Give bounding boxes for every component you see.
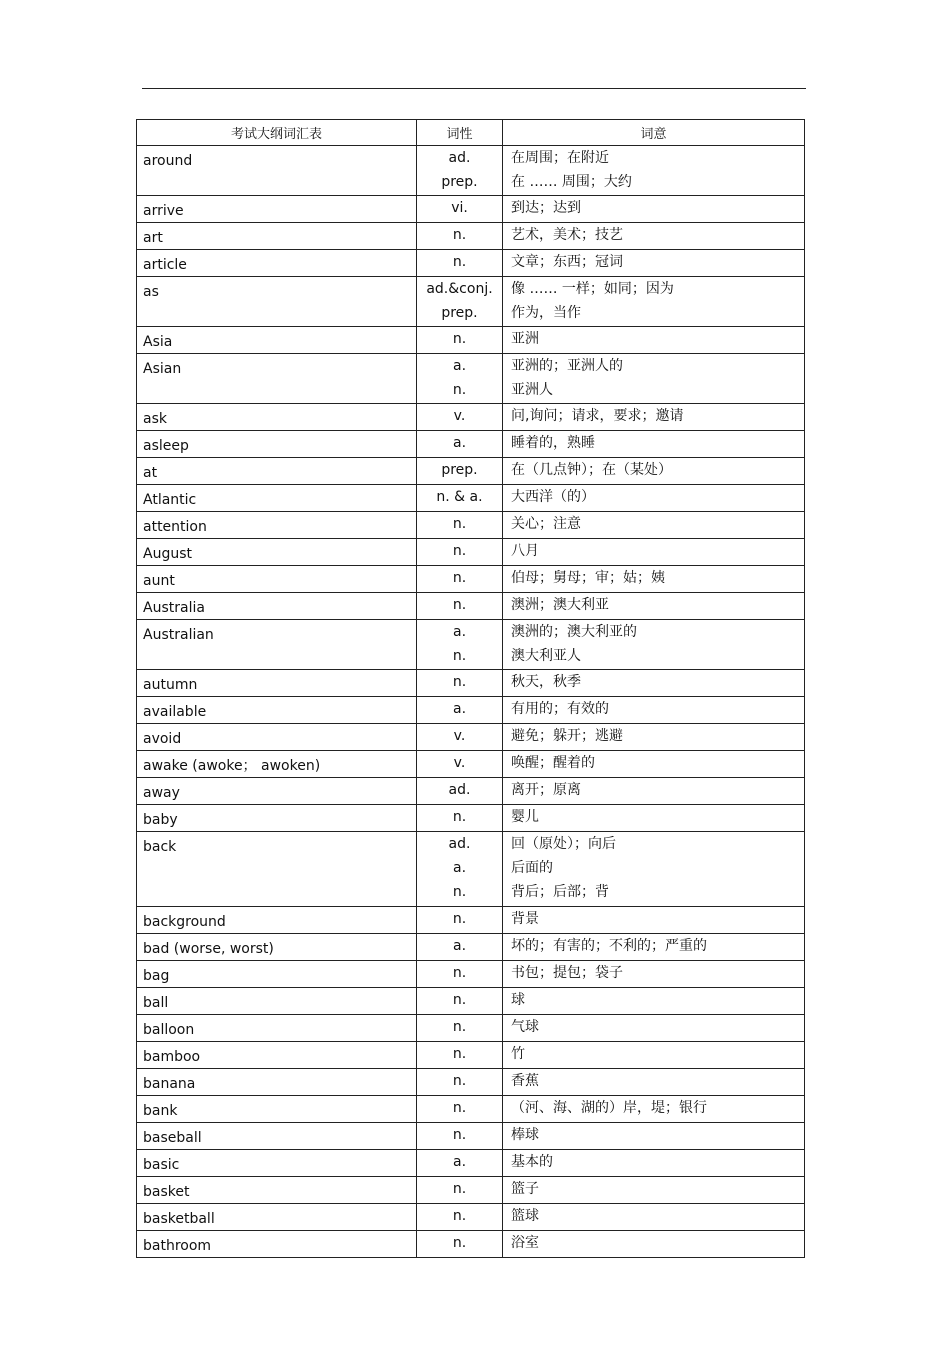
table-row [137,1204,805,1231]
meaning-text: 篮球 [511,1208,539,1224]
pos-cell [417,431,503,458]
meaning-text: 亚洲的；亚洲人的 [511,358,623,374]
pos-text: n. [452,911,467,927]
word-text: Australia [143,600,205,616]
meaning-text: 在 …… 周围；大约 [511,174,632,190]
pos-cell [417,1123,503,1150]
column-header-word: 考试大纲词汇表 [137,120,417,146]
pos-cell [417,805,503,832]
pos-text: n. [452,1181,467,1197]
meaning-cell [503,751,805,778]
table-row [137,539,805,566]
pos-text: n. [452,992,467,1008]
word-text: basket [143,1184,190,1200]
table-row [137,223,805,250]
pos-cell [417,223,503,250]
table-row [137,146,805,196]
meaning-text: 浴室 [511,1235,539,1251]
pos-cell [417,907,503,934]
word-text: bank [143,1103,178,1119]
column-header-pos: 词性 [417,120,503,146]
pos-text: v. [453,755,466,771]
word-cell [137,805,417,832]
meaning-text: 避免；躲开；逃避 [511,728,623,744]
pos-cell [417,327,503,354]
word-text: attention [143,519,207,535]
pos-text: n. [452,1046,467,1062]
pos-text: n. [452,382,467,398]
word-text: as [143,284,159,300]
meaning-text: 香蕉 [511,1073,539,1089]
meaning-cell [503,1177,805,1204]
word-cell [137,539,417,566]
pos-text: a. [452,358,467,374]
meaning-cell [503,593,805,620]
meaning-text: 关心；注意 [511,516,581,532]
word-cell [137,1150,417,1177]
table-row [137,620,805,670]
word-cell [137,566,417,593]
pos-text: a. [452,435,467,451]
table-row [137,485,805,512]
pos-cell [417,778,503,805]
pos-cell [417,988,503,1015]
table-row [137,1231,805,1258]
table-row [137,697,805,724]
meaning-text: （河、海、湖的）岸，堤；银行 [511,1100,707,1116]
word-cell [137,354,417,404]
meaning-text: 艺术，美术；技艺 [511,227,623,243]
table-row [137,512,805,539]
meaning-text: 在周围；在附近 [511,150,609,166]
word-cell [137,223,417,250]
word-cell [137,196,417,223]
pos-text: ad. [448,150,471,166]
word-text: Atlantic [143,492,197,508]
pos-cell [417,196,503,223]
word-cell [137,832,417,907]
meaning-cell [503,724,805,751]
meaning-cell [503,1069,805,1096]
pos-text: prep. [441,174,478,190]
meaning-cell [503,832,805,907]
word-cell [137,250,417,277]
table-row [137,458,805,485]
pos-text: a. [452,701,467,717]
word-cell [137,512,417,539]
word-text: background [143,914,226,930]
word-text: basic [143,1157,180,1173]
pos-text: n. [452,543,467,559]
word-text: bad (worse, worst) [143,941,274,957]
meaning-text: 秋天，秋季 [511,674,581,690]
word-cell [137,934,417,961]
table-row [137,1150,805,1177]
table-row [137,724,805,751]
table-row [137,1069,805,1096]
table-body [137,146,805,1258]
table-row [137,1123,805,1150]
meaning-cell [503,1096,805,1123]
pos-text: n. [452,1073,467,1089]
table-row [137,1177,805,1204]
pos-cell [417,566,503,593]
meaning-text: 问,询问；请求，要求；邀请 [511,408,684,424]
meaning-cell [503,961,805,988]
meaning-cell [503,431,805,458]
pos-cell [417,832,503,907]
meaning-cell [503,805,805,832]
meaning-cell [503,566,805,593]
meaning-cell [503,458,805,485]
word-text: avoid [143,731,182,747]
meaning-text: 有用的；有效的 [511,701,609,717]
table-row [137,778,805,805]
pos-cell [417,539,503,566]
pos-text: n. [452,570,467,586]
word-text: ball [143,995,169,1011]
pos-cell [417,1042,503,1069]
table-row [137,1015,805,1042]
word-text: August [143,546,192,562]
table-row [137,751,805,778]
meaning-cell [503,277,805,327]
table-header-row [137,120,805,146]
meaning-text: 后面的 [511,860,553,876]
table-row [137,566,805,593]
meaning-text: 基本的 [511,1154,553,1170]
word-cell [137,1123,417,1150]
meaning-text: 离开；原离 [511,782,581,798]
meaning-cell [503,539,805,566]
meaning-cell [503,1123,805,1150]
meaning-text: 棒球 [511,1127,539,1143]
word-cell [137,404,417,431]
pos-cell [417,934,503,961]
pos-text: ad.&conj. [426,281,493,297]
meaning-text: 像 …… 一样；如同；因为 [511,281,674,297]
pos-cell [417,620,503,670]
pos-text: n. [452,516,467,532]
pos-text: n. [452,1019,467,1035]
meaning-cell [503,146,805,196]
meaning-text: 婴儿 [511,809,539,825]
meaning-text: 文章；东西；冠词 [511,254,623,270]
meaning-text: 背景 [511,911,539,927]
meaning-text: 球 [511,992,525,1008]
pos-text: n. [452,227,467,243]
meaning-text: 睡着的，熟睡 [511,435,595,451]
pos-text: n. [452,1100,467,1116]
word-cell [137,277,417,327]
word-cell [137,458,417,485]
table-row [137,934,805,961]
pos-cell [417,1150,503,1177]
vocabulary-table [136,119,805,1258]
meaning-text: 竹 [511,1046,525,1062]
meaning-cell [503,934,805,961]
table-row [137,670,805,697]
pos-text: n. [452,884,467,900]
table-row [137,404,805,431]
meaning-cell [503,196,805,223]
table-row [137,961,805,988]
meaning-text: 亚洲 [511,331,539,347]
meaning-text: 澳洲的；澳大利亚的 [511,624,637,640]
pos-cell [417,1015,503,1042]
meaning-cell [503,778,805,805]
table-row [137,431,805,458]
pos-text: n. [452,597,467,613]
pos-text: n. [452,1127,467,1143]
word-cell [137,697,417,724]
word-cell [137,724,417,751]
pos-cell [417,512,503,539]
word-text: art [143,230,163,246]
meaning-text: 伯母；舅母；审；姑；姨 [511,570,665,586]
pos-cell [417,458,503,485]
word-cell [137,327,417,354]
meaning-text: 到达；达到 [511,200,581,216]
pos-cell [417,593,503,620]
word-text: balloon [143,1022,195,1038]
word-text: Asia [143,334,173,350]
word-text: around [143,153,193,169]
meaning-text: 书包；提包；袋子 [511,965,623,981]
meaning-text: 澳洲；澳大利亚 [511,597,609,613]
meaning-cell [503,485,805,512]
word-text: away [143,785,180,801]
table-row [137,354,805,404]
pos-text: a. [452,860,467,876]
word-text: ask [143,411,167,427]
meaning-cell [503,670,805,697]
table-row [137,832,805,907]
word-cell [137,146,417,196]
meaning-cell [503,1204,805,1231]
word-text: banana [143,1076,196,1092]
column-header-meaning: 词意 [503,120,805,146]
word-cell [137,1096,417,1123]
meaning-cell [503,1042,805,1069]
pos-cell [417,277,503,327]
pos-cell [417,404,503,431]
word-text: article [143,257,187,273]
word-cell [137,1177,417,1204]
pos-text: n. [452,1235,467,1251]
table-row [137,277,805,327]
meaning-cell [503,697,805,724]
meaning-text: 气球 [511,1019,539,1035]
pos-text: n. [452,648,467,664]
table-row [137,593,805,620]
meaning-text: 唤醒；醒着的 [511,755,595,771]
pos-text: n. [452,965,467,981]
meaning-cell [503,907,805,934]
meaning-cell [503,223,805,250]
word-cell [137,620,417,670]
meaning-text: 篮子 [511,1181,539,1197]
pos-text: a. [452,1154,467,1170]
table-row [137,250,805,277]
word-text: bathroom [143,1238,212,1254]
pos-cell [417,485,503,512]
word-cell [137,751,417,778]
word-text: Asian [143,361,182,377]
meaning-cell [503,250,805,277]
word-text: baseball [143,1130,202,1146]
table-row [137,196,805,223]
pos-cell [417,724,503,751]
word-text: autumn [143,677,198,693]
meaning-cell [503,354,805,404]
pos-cell [417,250,503,277]
word-text: arrive [143,203,184,219]
pos-text: vi. [451,200,468,216]
meaning-cell [503,512,805,539]
header-rule [142,88,806,89]
table-row [137,907,805,934]
word-cell [137,1069,417,1096]
pos-text: v. [453,728,466,744]
pos-cell [417,961,503,988]
pos-cell [417,1231,503,1258]
meaning-text: 背后；后部；背 [511,884,609,900]
pos-text: n. [452,1208,467,1224]
word-cell [137,1204,417,1231]
table-row [137,327,805,354]
word-cell [137,670,417,697]
meaning-cell [503,1015,805,1042]
meaning-text: 大西洋（的） [511,489,595,505]
pos-text: a. [452,624,467,640]
pos-cell [417,146,503,196]
word-text: awake (awoke； awoken) [143,758,321,774]
word-text: baby [143,812,178,828]
meaning-cell [503,1150,805,1177]
pos-text: n. [452,674,467,690]
meaning-cell [503,327,805,354]
meaning-text: 在（几点钟）；在（某处） [511,462,672,478]
pos-cell [417,354,503,404]
meaning-text: 八月 [511,543,539,559]
pos-cell [417,1096,503,1123]
word-text: aunt [143,573,175,589]
pos-text: ad. [448,836,471,852]
pos-cell [417,670,503,697]
meaning-cell [503,404,805,431]
meaning-cell [503,620,805,670]
word-cell [137,1015,417,1042]
pos-cell [417,1204,503,1231]
table-row [137,805,805,832]
word-cell [137,431,417,458]
pos-text: n. & a. [436,489,483,505]
word-cell [137,1042,417,1069]
table-row [137,988,805,1015]
word-text: available [143,704,207,720]
pos-cell [417,697,503,724]
pos-cell [417,751,503,778]
pos-text: prep. [441,305,478,321]
word-text: back [143,839,177,855]
pos-text: n. [452,254,467,270]
meaning-text: 回（原处）；向后 [511,836,616,852]
pos-text: n. [452,331,467,347]
word-cell [137,485,417,512]
word-text: Australian [143,627,214,643]
word-text: bamboo [143,1049,201,1065]
meaning-text: 澳大利亚人 [511,648,581,664]
word-cell [137,961,417,988]
word-cell [137,988,417,1015]
meaning-text: 作为，当作 [511,305,581,321]
word-cell [137,907,417,934]
word-cell [137,593,417,620]
word-cell [137,1231,417,1258]
pos-text: a. [452,938,467,954]
pos-text: ad. [448,782,471,798]
pos-cell [417,1069,503,1096]
word-text: bag [143,968,170,984]
meaning-text: 亚洲人 [511,382,553,398]
word-cell [137,778,417,805]
pos-cell [417,1177,503,1204]
table-row [137,1042,805,1069]
pos-text: prep. [441,462,478,478]
meaning-cell [503,1231,805,1258]
pos-text: v. [453,408,466,424]
meaning-text: 坏的；有害的；不利的；严重的 [511,938,707,954]
table-row [137,1096,805,1123]
meaning-cell [503,988,805,1015]
pos-text: n. [452,809,467,825]
word-text: asleep [143,438,189,454]
word-text: basketball [143,1211,215,1227]
word-text: at [143,465,158,481]
